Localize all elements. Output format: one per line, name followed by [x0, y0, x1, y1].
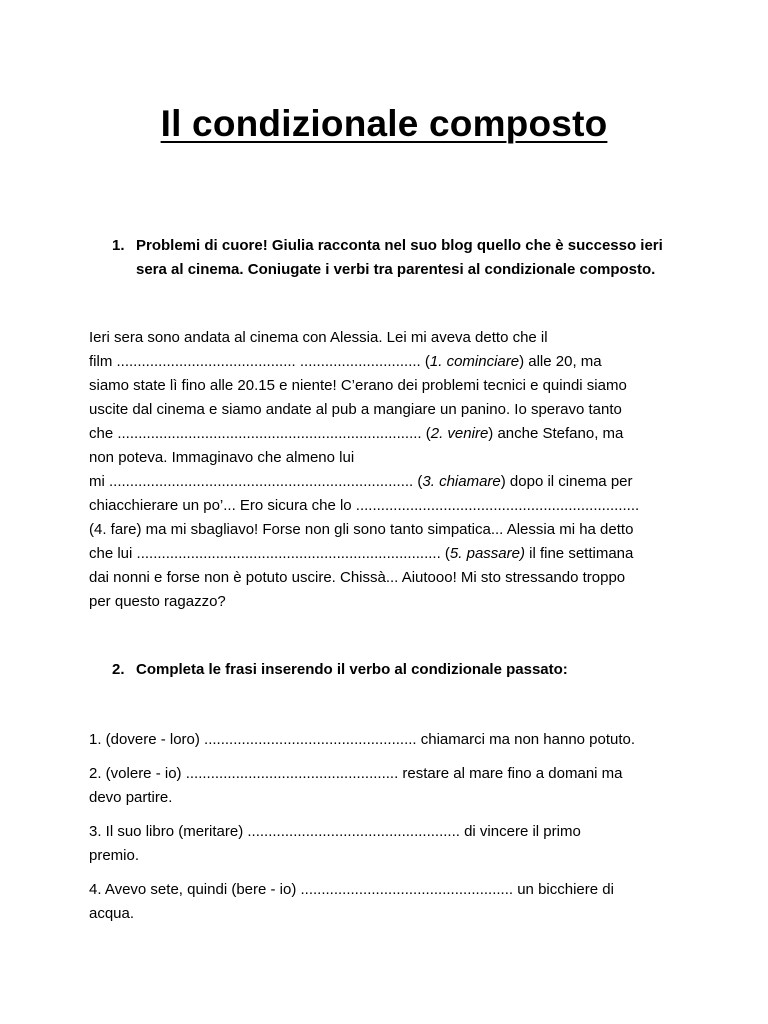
sentence-item [89, 728, 689, 752]
passage-text: il fine settimana [524, 545, 634, 562]
passage-text: che lui ......................................................................... ( [89, 545, 450, 562]
passage-line: siamo state lì fino alle 20.15 e niente! C’erano dei problemi tecnici e quindi siamo [89, 377, 627, 394]
sentence-line: 1. (dovere - loro) ................................................... chiamarci ma non hanno potuto. [89, 731, 636, 748]
exercise-1-heading [112, 234, 682, 282]
sentence-line: premio. [89, 847, 140, 864]
sentence-line: 3. Il suo libro (meritare) ................................................... di vincere il primo [89, 823, 581, 840]
passage-line: Ieri sera sono andata al cinema con Alessia. Lei mi aveva detto che il [89, 329, 548, 346]
verb-hint: 1. cominciare [429, 353, 520, 370]
exercise-1-number: 1. [112, 237, 125, 254]
sentence-line: 2. (volere - io) ................................................... restare al mare fino a domani ma [89, 765, 623, 782]
verb-hint: 3. chiamare [422, 473, 501, 490]
sentence-item [89, 820, 689, 868]
exercise-2-text: Completa le frasi inserendo il verbo al condizionale passato: [136, 661, 568, 678]
exercise-2-number: 2. [112, 661, 125, 678]
sentence-line: 4. Avevo sete, quindi (bere - io) ................................................... un bicchiere di [89, 881, 614, 898]
verb-hint: 2. venire [430, 425, 489, 442]
passage-line: per questo ragazzo? [89, 593, 226, 610]
exercise-1-line-1: Problemi di cuore! Giulia racconta nel suo blog quello che è successo ieri [136, 237, 663, 254]
passage-text: mi ......................................................................... ( [89, 473, 423, 490]
passage-line [89, 470, 689, 494]
story-passage [89, 326, 689, 614]
passage-text: ) alle 20, ma [519, 353, 602, 370]
passage-text: ) dopo il cinema per [500, 473, 633, 490]
passage-text: che ......................................................................... ( [89, 425, 431, 442]
verb-hint: 5. passare) [449, 545, 525, 562]
passage-line: (4. fare) ma mi sbagliavo! Forse non gli sono tanto simpatica... Alessia mi ha detto [89, 521, 634, 538]
passage-text: ) anche Stefano, ma [488, 425, 624, 442]
sentence-item [89, 762, 689, 810]
page-title: Il condizionale composto [160, 103, 608, 144]
passage-line [89, 542, 689, 566]
sentence-item [89, 878, 689, 926]
passage-text: film ........................................... ............................. ( [89, 353, 430, 370]
passage-line: dai nonni e forse non è potuto uscire. Chissà... Aiutooo! Mi sto stressando troppo [89, 569, 626, 586]
passage-line [89, 350, 689, 374]
exercise-2-heading [112, 658, 682, 682]
passage-line [89, 422, 689, 446]
passage-line: non poteva. Immaginavo che almeno lui [89, 449, 355, 466]
sentence-list [89, 728, 689, 936]
sentence-line: devo partire. [89, 789, 173, 806]
sentence-line: acqua. [89, 905, 135, 922]
exercise-1-line-2: sera al cinema. Coniugate i verbi tra parentesi al condizionale composto. [136, 261, 656, 278]
passage-line: uscite dal cinema e siamo andate al pub a mangiare un panino. Io speravo tanto [89, 401, 622, 418]
passage-line: chiacchierare un po’... Ero sicura che lo .................................................................... [89, 497, 640, 514]
